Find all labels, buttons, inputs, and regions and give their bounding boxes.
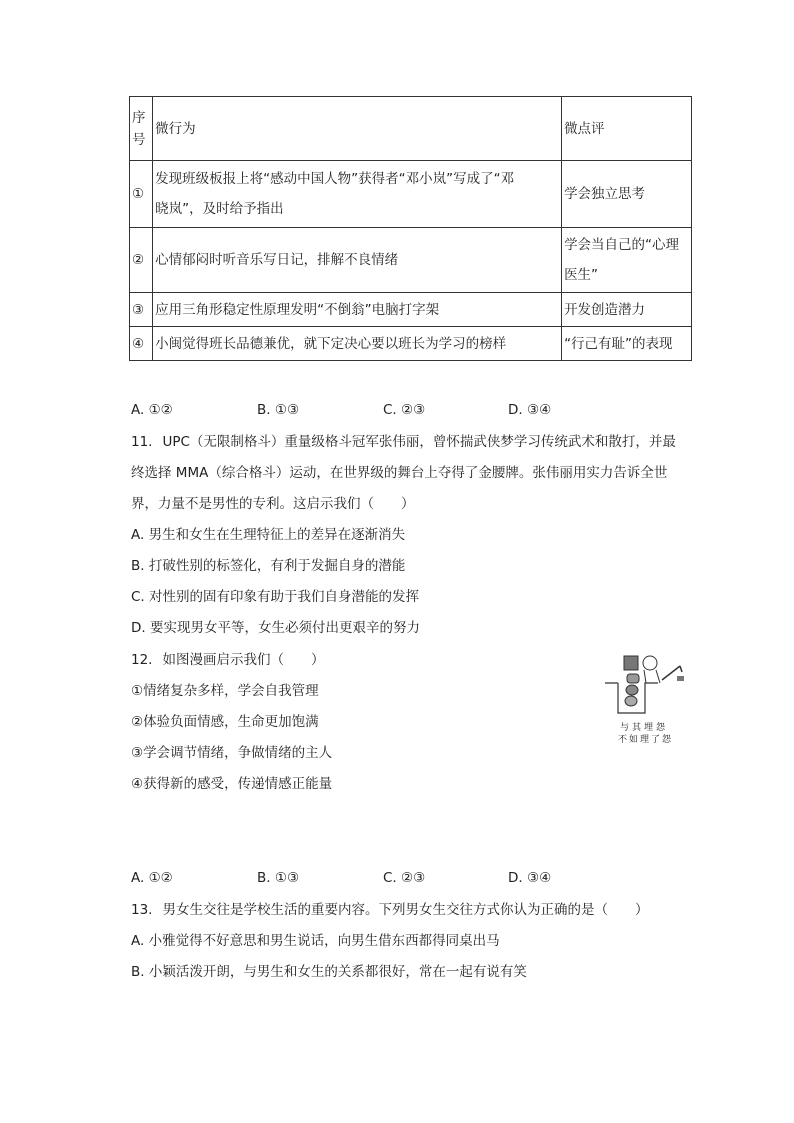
header-comment: 微点评 [562, 97, 692, 161]
option-b[interactable]: B. ①③ [257, 402, 300, 418]
q13-number: 13. [131, 902, 153, 918]
option-d[interactable]: D. ③④ [508, 870, 552, 886]
q11-option-a[interactable]: A. 男生和女生在生理特征上的差异在逐渐消失 [131, 527, 406, 543]
option-d[interactable]: D. ③④ [508, 402, 552, 418]
option-b[interactable]: B. ①③ [257, 870, 300, 886]
row-behavior: 心情郁闷时听音乐写日记，排解不良情绪 [153, 228, 562, 293]
row-number: ① [130, 161, 153, 228]
option-c[interactable]: C. ②③ [383, 870, 426, 886]
row-comment: “行己有耻”的表现 [562, 327, 692, 361]
header-behavior: 微行为 [153, 97, 562, 161]
table-row [130, 293, 692, 327]
q11-option-b[interactable]: B. 打破性别的标签化，有利于发掘自身的潜能 [131, 558, 406, 574]
behavior-table [129, 96, 692, 361]
row-behavior: 应用三角形稳定性原理发明“不倒翁”电脑打字架 [153, 293, 562, 327]
cartoon-image [600, 650, 700, 745]
q10-options [131, 398, 691, 422]
table-header-row [130, 97, 692, 161]
q12-number: 12. [131, 652, 153, 668]
cartoon-caption-2: 不如理了怨 [618, 735, 674, 745]
q11-stem-line-3: 界，力量不是男性的专利。这启示我们（ ） [131, 496, 415, 512]
row-comment-line: 学会当自己的“心理 [564, 237, 680, 253]
row-comment: 开发创造潜力 [562, 293, 692, 327]
row-behavior [153, 161, 562, 228]
row-behavior-line: 晓岚”，及时给予指出 [155, 201, 284, 217]
q12-statement-1: ①情绪复杂多样，学会自我管理 [131, 683, 319, 699]
row-comment: 学会独立思考 [562, 161, 692, 228]
q12-statement-2: ②体验负面情感，生命更加饱满 [131, 714, 319, 730]
q11-stem-line-1 [131, 430, 696, 454]
table-row [130, 161, 692, 228]
q13-stem [131, 898, 696, 922]
option-a[interactable]: A. ①② [131, 402, 173, 418]
option-c[interactable]: C. ②③ [383, 402, 426, 418]
header-serial-char-2: 号 [132, 131, 146, 148]
q11-number: 11. [131, 434, 153, 450]
row-behavior-line: 发现班级板报上将“感动中国人物”获得者“邓小岚”写成了“邓 [155, 171, 515, 187]
q12-statement-3: ③学会调节情绪，争做情绪的主人 [131, 745, 333, 761]
row-comment [562, 228, 692, 293]
cartoon-caption-1: 与其埋怨 [620, 723, 669, 733]
q13-stem-text: 男女生交往是学校生活的重要内容。下列男女生交往方式你认为正确的是（ ） [162, 902, 649, 918]
q13-option-a[interactable]: A. 小雅觉得不好意思和男生说话，向男生借东西都得同桌出马 [131, 933, 500, 949]
option-a[interactable]: A. ①② [131, 870, 173, 886]
row-number: ③ [130, 293, 153, 327]
q12-statement-4: ④获得新的感受，传递情感正能量 [131, 776, 333, 792]
header-serial-char-1: 序 [132, 109, 146, 126]
q12-stem-text: 如图漫画启示我们（ ） [162, 652, 325, 668]
table-row [130, 228, 692, 293]
q11-option-c[interactable]: C. 对性别的固有印象有助于我们自身潜能的发挥 [131, 589, 420, 605]
q11-stem-line-2: 终选择 MMA（综合格斗）运动，在世界级的舞台上夺得了金腰牌。张伟丽用实力告诉全世 [131, 465, 668, 481]
q12-options [131, 866, 691, 890]
row-behavior: 小闽觉得班长品德兼优，就下定决心要以班长为学习的榜样 [153, 327, 562, 361]
header-serial [130, 97, 153, 161]
q13-option-b[interactable]: B. 小颖活泼开朗，与男生和女生的关系都很好，常在一起有说有笑 [131, 964, 527, 980]
table-row [130, 327, 692, 361]
row-comment-line: 医生” [564, 267, 599, 283]
q11-stem-text: UPC（无限制格斗）重量级格斗冠军张伟丽，曾怀揣武侠梦学习传统武术和散打，并最 [162, 434, 676, 450]
row-number: ② [130, 228, 153, 293]
row-number: ④ [130, 327, 153, 361]
q11-option-d[interactable]: D. 要实现男女平等，女生必须付出更艰辛的努力 [131, 620, 420, 636]
